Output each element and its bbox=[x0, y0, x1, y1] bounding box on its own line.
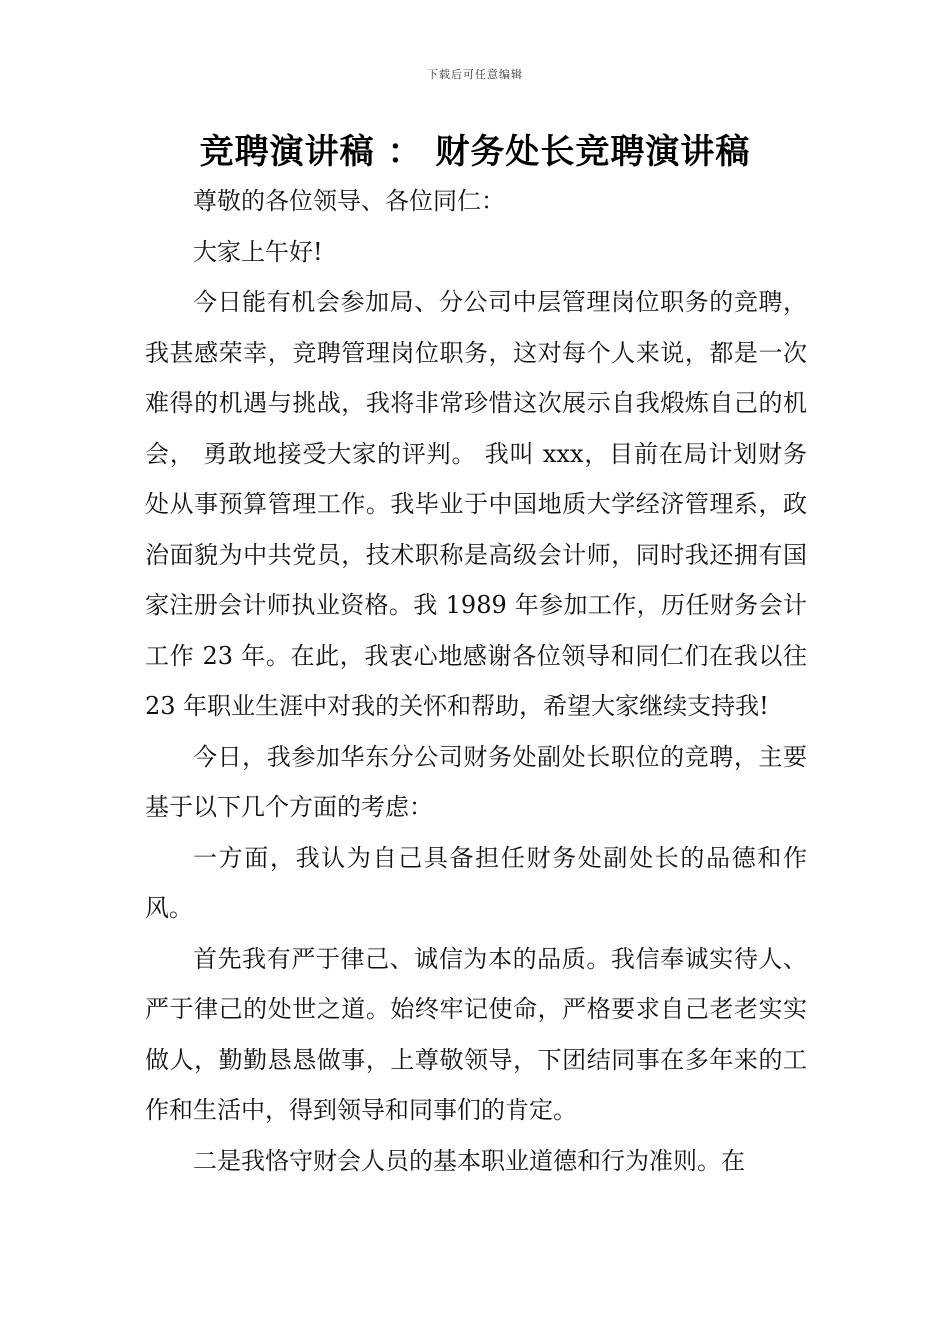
paragraph-first-aspect: 一方面，我认为自己具备担任财务处副处长的品德和作风。 bbox=[145, 843, 807, 922]
paragraph-ethics: 二是我恪守财会人员的基本职业道德和行为准则。在 bbox=[193, 1146, 745, 1175]
paragraph-salutation: 尊敬的各位领导、各位同仁： bbox=[193, 187, 505, 215]
paragraph-integrity: 首先我有严于律己、诚信为本的品质。我信奉诚实待人、严于律己的处世之道。始终牢记使命，严格要求自己老老实实做人，勤勤恳恳做事，上尊敬领导，下团结同事在多年来的工作和生活中，得到领导和同事们的肯定。 bbox=[145, 944, 807, 1124]
download-note: 下载后可任意编辑 bbox=[427, 68, 523, 81]
document-title: 竞聘演讲稿 ： 财务处长竞聘演讲稿 bbox=[199, 132, 751, 172]
paragraph-motivation: 今日，我参加华东分公司财务处副处长职位的竞聘，主要基于以下几个方面的考虑： bbox=[145, 742, 807, 821]
paragraph-greeting: 大家上午好! bbox=[193, 237, 323, 266]
paragraph-introduction: 今日能有机会参加局、分公司中层管理岗位职务的竞聘，我甚感荣幸，竞聘管理岗位职务，这对每个人来说，都是一次难得的机遇与挑战，我将非常珍惜这次展示自我煅炼自己的机会， 勇敢地接受大家的评判。 我叫 xxx，目前在局计划财务处从事预算管理工作。我毕业于中国地质大学经济管理系，政治面貌为中共党员，技术职称是高级会计师，同时我还拥有国家注册会计师执业资格。我 1989 年参加工作，历任财务会计工作 23 年。在此，我衷心地感谢各位领导和同仁们在我以往 23 年职业生涯中对我的关怀和帮助，希望大家继续支持我! bbox=[145, 288, 807, 720]
document-body bbox=[145, 176, 807, 1186]
